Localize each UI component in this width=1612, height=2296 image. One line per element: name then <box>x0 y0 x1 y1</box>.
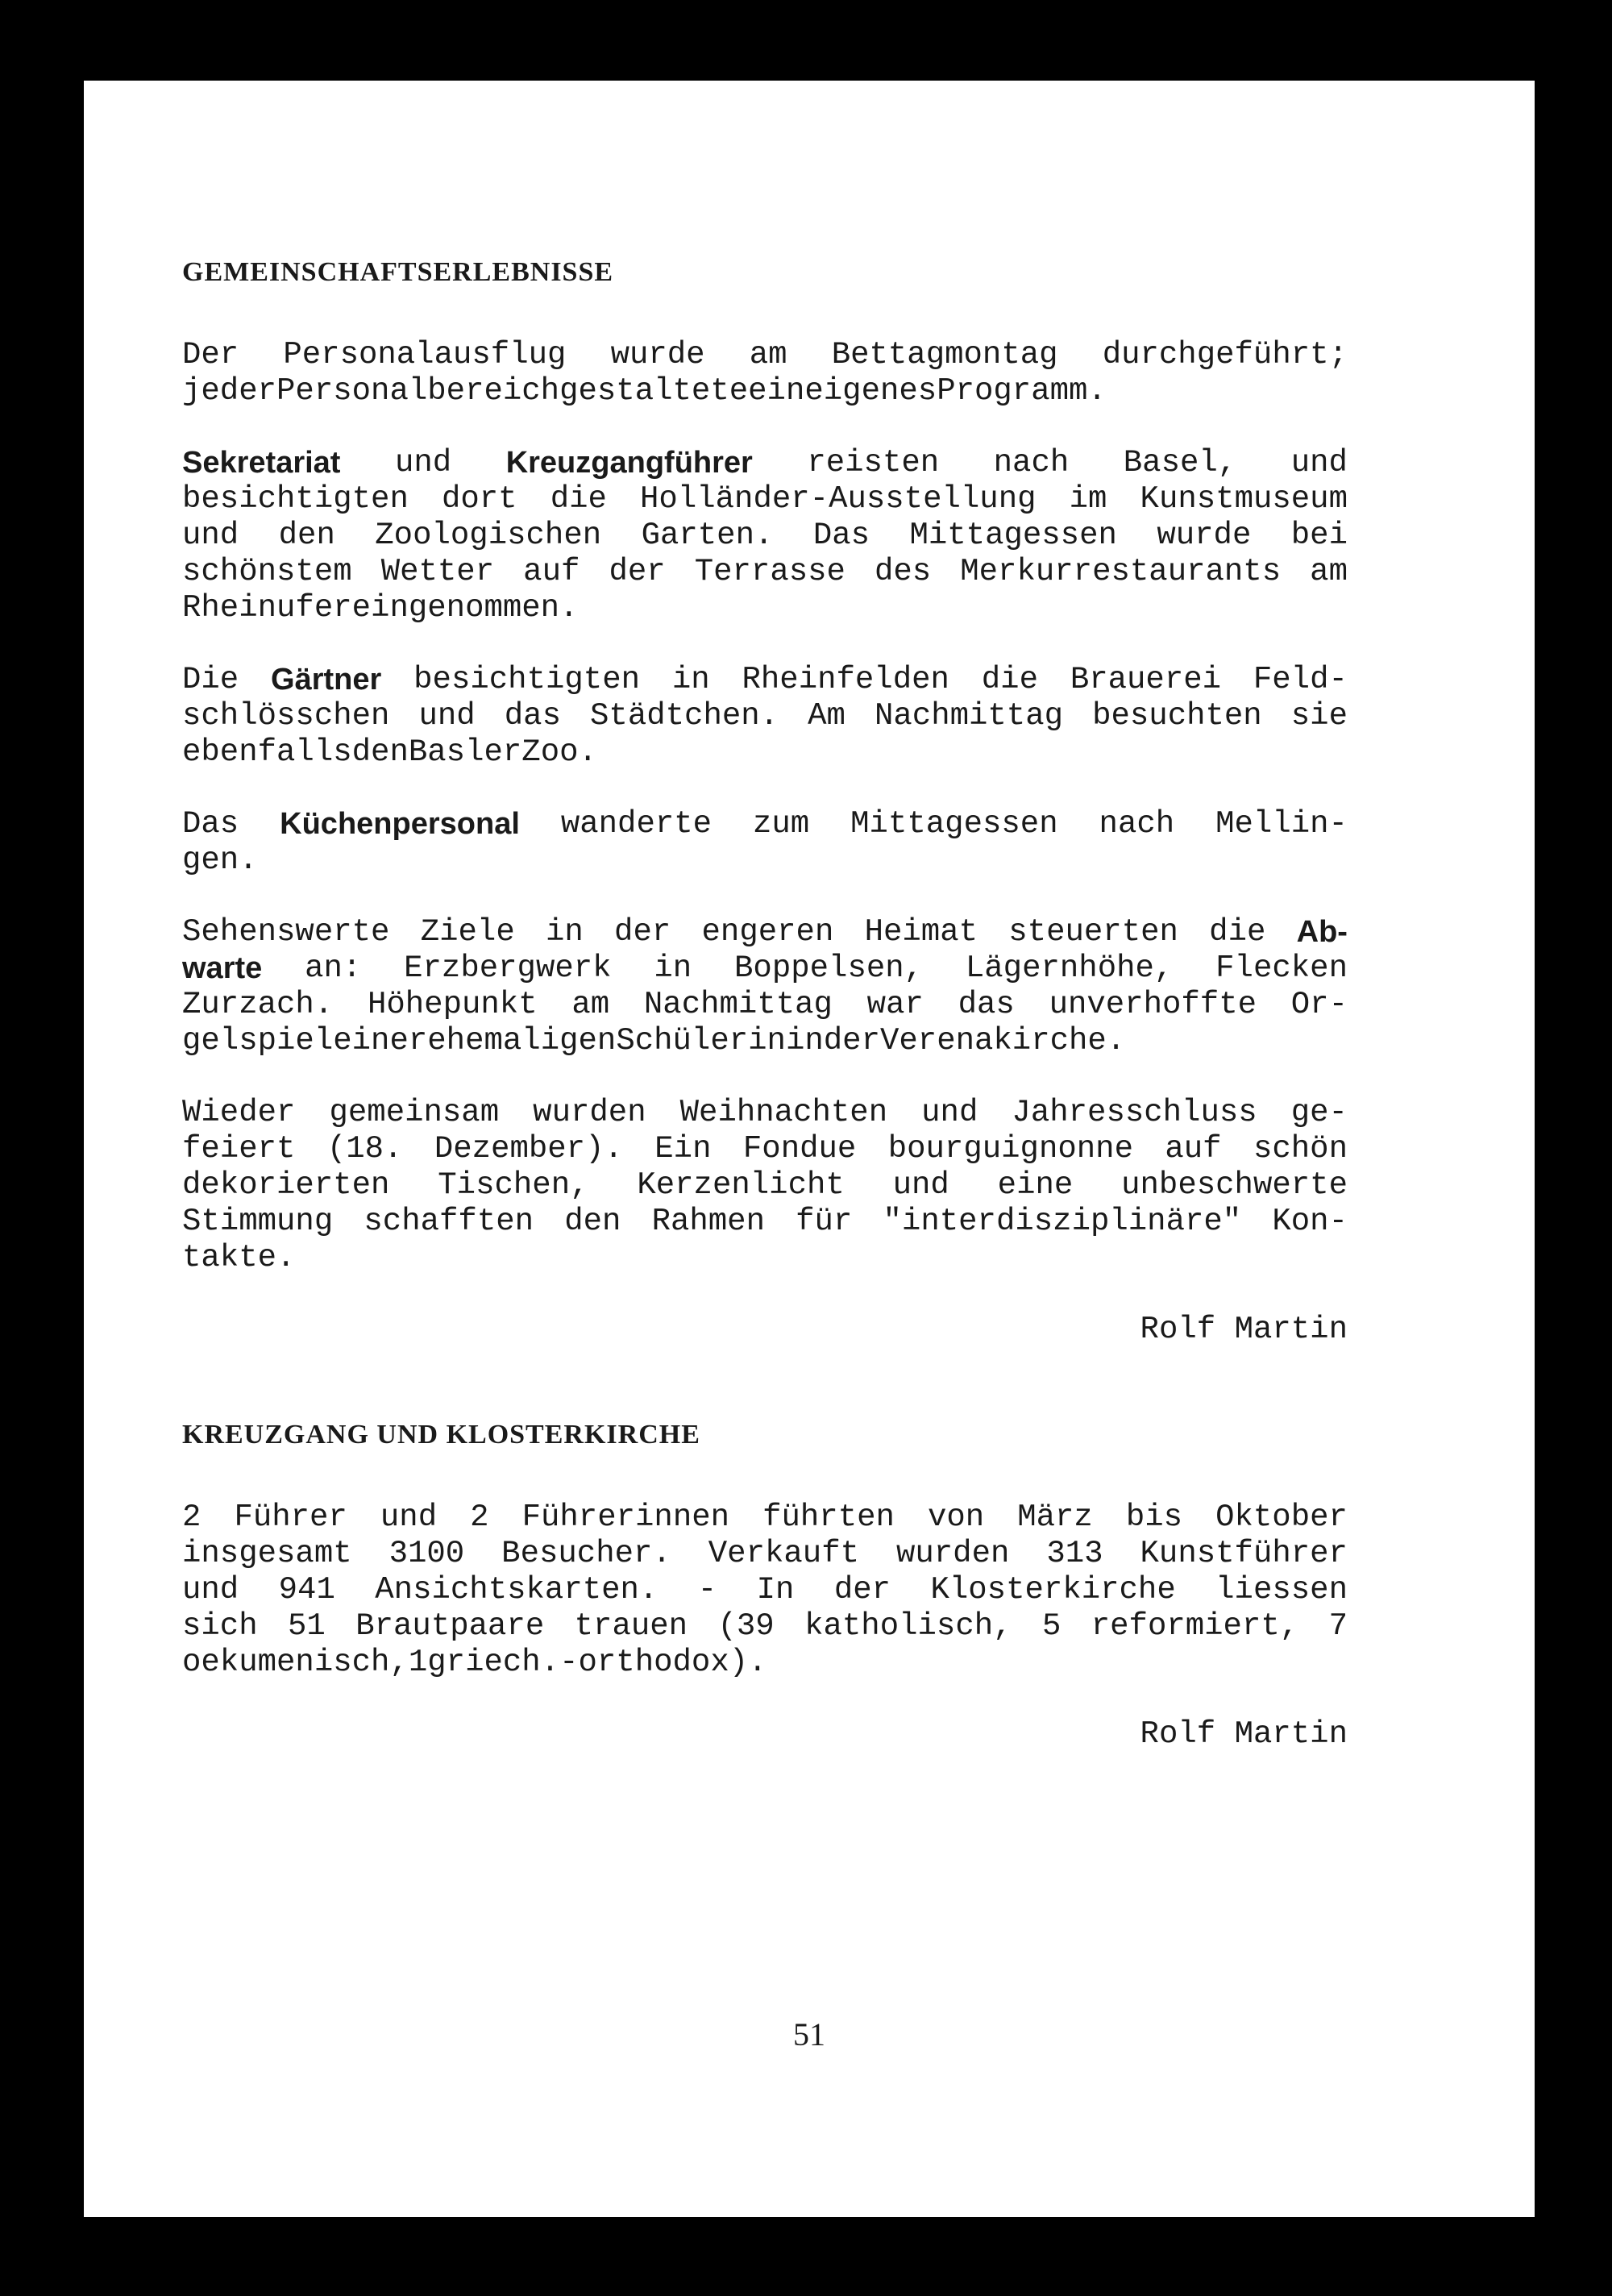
text-line: warte an: Erzbergwerk in Boppelsen, Lägernhöhe, Flecken <box>182 950 1348 986</box>
section-heading-gemeinschaftserlebnisse: GEMEINSCHAFTSERLEBNISSE <box>182 257 614 287</box>
paragraph <box>182 1499 1348 1681</box>
text-line: Stimmung schafften den Rahmen für "interdisziplinäre" Kon- <box>182 1204 1348 1239</box>
paragraph <box>182 445 1348 626</box>
text-line: besichtigten dort die Holländer-Ausstellung im Kunstmuseum <box>182 481 1348 517</box>
text-line: schönstem Wetter auf der Terrasse des Merkurrestaurants am <box>182 554 1348 589</box>
text-line: insgesamt 3100 Besucher. Verkauft wurden 313 Kunstführer <box>182 1536 1348 1571</box>
text-line: Rheinufer eingenommen. <box>182 590 579 626</box>
paragraph <box>182 1095 1348 1276</box>
text-line: schlösschen und das Städtchen. Am Nachmittag besuchten sie <box>182 698 1348 734</box>
text-line: Wieder gemeinsam wurden Weihnachten und Jahresschluss ge- <box>182 1095 1348 1130</box>
author-signature: Rolf Martin <box>1140 1312 1348 1347</box>
text-line: oekumenisch, 1 griech.-orthodox). <box>182 1645 767 1680</box>
author-signature: Rolf Martin <box>1140 1716 1348 1752</box>
document-page <box>84 81 1535 2217</box>
page-content <box>182 256 1348 1753</box>
text-line: 2 Führer und 2 Führerinnen führten von März bis Oktober <box>182 1499 1348 1535</box>
section-body-kreuzgang <box>182 1499 1348 1681</box>
text-line: gelspiel einer ehemaligen Schülerin in der Verenakirche. <box>182 1023 1126 1059</box>
text-line: jeder Personalbereich gestaltete ein eigenes Programm. <box>182 373 1107 409</box>
text-line: Sekretariat und Kreuzgangführer reisten nach Basel, und <box>182 445 1348 480</box>
section-heading-kreuzgang: KREUZGANG UND KLOSTERKIRCHE <box>182 1420 700 1450</box>
section-body-gemeinschaftserlebnisse <box>182 337 1348 1276</box>
text-line: und den Zoologischen Garten. Das Mittagessen wurde bei <box>182 518 1348 553</box>
text-line: Die Gärtner besichtigten in Rheinfelden die Brauerei Feld- <box>182 662 1348 697</box>
text-line: und 941 Ansichtskarten. - In der Klosterkirche liessen <box>182 1572 1348 1608</box>
page-number: 51 <box>793 2016 825 2053</box>
text-line: ebenfalls den Basler Zoo. <box>182 734 597 770</box>
text-line: Der Personalausflug wurde am Bettagmontag durchgeführt; <box>182 337 1348 372</box>
text-line: Das Küchenpersonal wanderte zum Mittagessen nach Mellin- <box>182 806 1348 842</box>
text-line: feiert (18. Dezember). Ein Fondue bourguignonne auf schön <box>182 1131 1348 1167</box>
paragraph <box>182 662 1348 771</box>
paragraph <box>182 337 1348 410</box>
text-line: sich 51 Brautpaare trauen (39 katholisch, 5 reformiert, 7 <box>182 1608 1348 1644</box>
text-line: takte. <box>182 1240 296 1275</box>
paragraph <box>182 914 1348 1059</box>
text-line: Zurzach. Höhepunkt am Nachmittag war das unverhoffte Or- <box>182 987 1348 1022</box>
paragraph <box>182 806 1348 879</box>
text-line: gen. <box>182 842 258 878</box>
text-line: Sehenswerte Ziele in der engeren Heimat steuerten die Ab- <box>182 914 1348 950</box>
text-line: dekorierten Tischen, Kerzenlicht und eine unbeschwerte <box>182 1167 1348 1203</box>
